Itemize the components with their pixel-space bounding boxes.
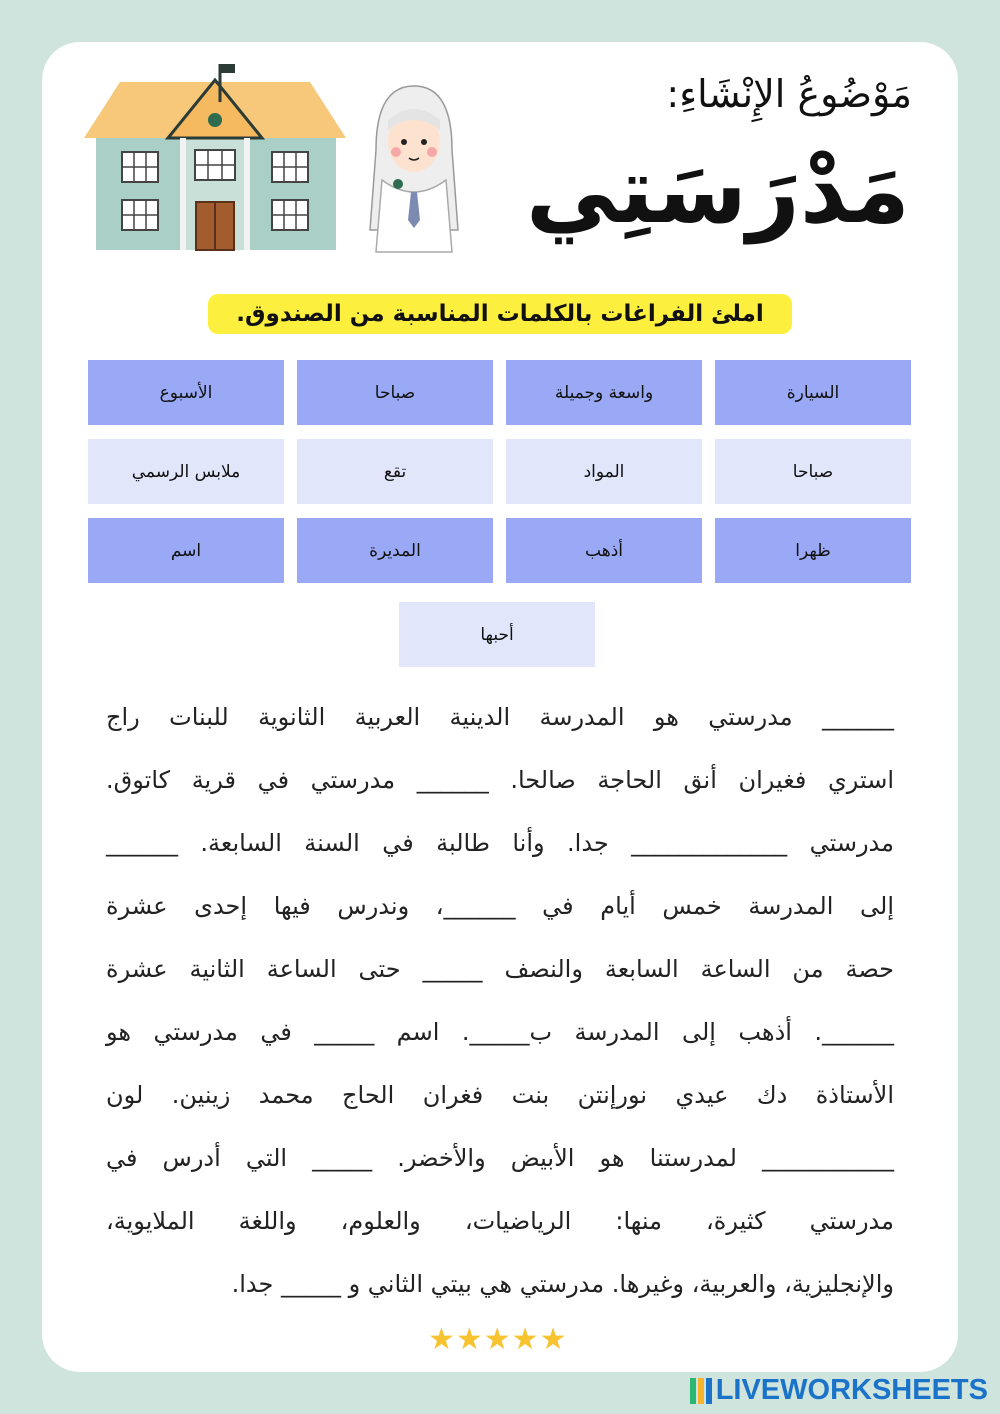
- topic-subtitle: مَوْضُوعُ الإِنْشَاءِ:: [666, 72, 912, 116]
- word-box[interactable]: ظهرا: [715, 518, 911, 583]
- word-box[interactable]: ملابس الرسمي: [88, 439, 284, 504]
- passage-line: ___________ لمدرستنا هو الأبيض والأخضر. _____ التي أدرس في: [106, 1144, 894, 1172]
- word-box[interactable]: تقع: [297, 439, 493, 504]
- word-box[interactable]: السيارة: [715, 360, 911, 425]
- passage-line: مدرستي كثيرة، منها: الرياضيات، والعلوم، واللغة الملايوية،: [106, 1207, 894, 1235]
- fill-in-passage: [106, 686, 894, 1316]
- passage-line: والإنجليزية، والعربية، وغيرها. مدرستي هي بيتي الثاني و _____ جدا.: [231, 1270, 894, 1298]
- passage-line: حصة من الساعة السابعة والنصف _____ حتى الساعة الثانية عشرة: [106, 955, 894, 983]
- word-box[interactable]: أذهب: [506, 518, 702, 583]
- passage-line: ______ مدرستي هو المدرسة الدينية العربية الثانوية للبنات راج: [106, 703, 894, 731]
- star-rating: ★★★★★: [428, 1322, 568, 1357]
- word-box[interactable]: المديرة: [297, 518, 493, 583]
- passage-line: إلى المدرسة خمس أيام في ______، وندرس فيها إحدى عشرة: [106, 892, 894, 920]
- logo-text: LIVEWORKSHEETS: [715, 1374, 988, 1406]
- word-box[interactable]: الأسبوع: [88, 360, 284, 425]
- word-box[interactable]: أحبها: [399, 602, 595, 667]
- instruction-banner: املئ الفراغات بالكلمات المناسبة من الصندوق.: [208, 294, 792, 334]
- passage-line: استري فغيران أنق الحاجة صالحا. ______ مدرستي في قرية كاتوق.: [106, 766, 894, 794]
- word-box[interactable]: المواد: [506, 439, 702, 504]
- passage-line: مدرستي _____________ جدا. وأنا طالبة في السنة السابعة. ______: [106, 829, 894, 857]
- passage-line: ______. أذهب إلى المدرسة ب_____. اسم _____ في مدرستي هو: [106, 1018, 894, 1046]
- word-box[interactable]: صباحا: [715, 439, 911, 504]
- word-box[interactable]: واسعة وجميلة: [506, 360, 702, 425]
- page-title: مَدْرَسَتِي: [525, 137, 910, 244]
- liveworksheets-badge-icon: [690, 1378, 712, 1404]
- passage-line: الأستاذة دك عيدي نورإنتن بنت فغران الحاج محمد زينين. لون: [106, 1081, 894, 1109]
- word-box[interactable]: اسم: [88, 518, 284, 583]
- student-girl-illustration: [362, 80, 466, 256]
- word-box[interactable]: صباحا: [297, 360, 493, 425]
- school-building-illustration: [84, 62, 346, 252]
- liveworksheets-logo: [690, 1374, 988, 1407]
